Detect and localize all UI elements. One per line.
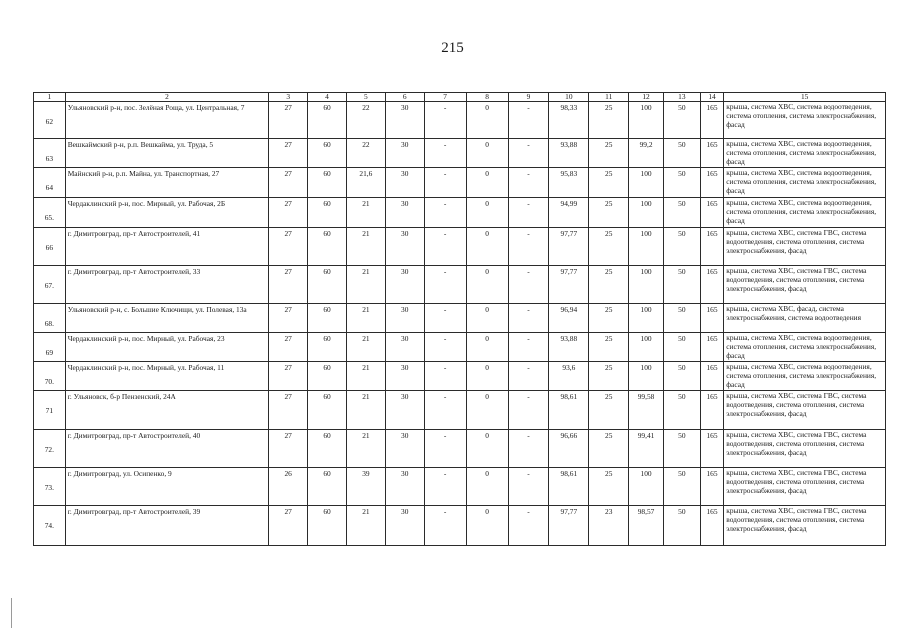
row-number-cell: 71 xyxy=(34,391,66,430)
value-cell-c13: 50 xyxy=(663,506,700,546)
value-cell-c5: 21 xyxy=(346,198,385,228)
row-number-cell: 64 xyxy=(34,168,66,198)
value-cell-c4: 60 xyxy=(308,168,347,198)
value-cell-c3: 27 xyxy=(269,362,308,391)
address-cell: г. Димитровград, ул. Осипенко, 9 xyxy=(65,468,269,506)
value-cell-c10: 97,77 xyxy=(549,506,589,546)
value-cell-c12: 100 xyxy=(629,333,664,362)
value-cell-c5: 39 xyxy=(346,468,385,506)
value-cell-c5: 21 xyxy=(346,430,385,468)
value-cell-c13: 50 xyxy=(663,168,700,198)
address-cell: г. Димитровград, пр-т Автостроителей, 33 xyxy=(65,266,269,304)
row-number-cell: 72. xyxy=(34,430,66,468)
value-cell-c7: - xyxy=(424,362,466,391)
value-cell-c8: 0 xyxy=(466,139,508,168)
value-cell-c11: 25 xyxy=(589,228,629,266)
value-cell-c12: 100 xyxy=(629,102,664,139)
value-cell-c7: - xyxy=(424,228,466,266)
column-number-cell: 13 xyxy=(663,93,700,102)
row-number-cell: 65. xyxy=(34,198,66,228)
address-cell: г. Ульяновск, б-р Пензенский, 24А xyxy=(65,391,269,430)
value-cell-c11: 25 xyxy=(589,304,629,333)
value-cell-c3: 27 xyxy=(269,430,308,468)
address-cell: Ульяновский р-н, пос. Зелёная Роща, ул. Центральная, 7 xyxy=(65,102,269,139)
row-number-cell: 74. xyxy=(34,506,66,546)
value-cell-c14: 165 xyxy=(700,102,724,139)
value-cell-c5: 21,6 xyxy=(346,168,385,198)
address-cell: Чердаклинский р-н, пос. Мирный, ул. Рабочая, 2Б xyxy=(65,198,269,228)
value-cell-c7: - xyxy=(424,168,466,198)
table-row xyxy=(34,168,886,198)
value-cell-c8: 0 xyxy=(466,102,508,139)
value-cell-c8: 0 xyxy=(466,304,508,333)
row-number-cell: 62 xyxy=(34,102,66,139)
address-cell: Чердаклинский р-н, пос. Мирный, ул. Рабочая, 23 xyxy=(65,333,269,362)
column-number-cell: 12 xyxy=(629,93,664,102)
works-cell: крыша, система ХВС, система водоотведения, система отопления, система электроснабжения, фасад xyxy=(724,362,886,391)
value-cell-c4: 60 xyxy=(308,391,347,430)
value-cell-c6: 30 xyxy=(385,139,424,168)
value-cell-c14: 165 xyxy=(700,266,724,304)
table-row xyxy=(34,139,886,168)
column-number-header-row xyxy=(34,93,886,102)
value-cell-c3: 27 xyxy=(269,168,308,198)
value-cell-c8: 0 xyxy=(466,168,508,198)
value-cell-c12: 100 xyxy=(629,362,664,391)
value-cell-c9: - xyxy=(508,304,549,333)
value-cell-c6: 30 xyxy=(385,228,424,266)
value-cell-c10: 97,77 xyxy=(549,228,589,266)
value-cell-c8: 0 xyxy=(466,266,508,304)
value-cell-c4: 60 xyxy=(308,304,347,333)
value-cell-c4: 60 xyxy=(308,102,347,139)
column-number-cell: 7 xyxy=(424,93,466,102)
value-cell-c9: - xyxy=(508,391,549,430)
column-number-cell: 11 xyxy=(589,93,629,102)
works-cell: крыша, система ХВС, система водоотведения, система отопления, система электроснабжения, фасад xyxy=(724,198,886,228)
value-cell-c7: - xyxy=(424,198,466,228)
column-number-cell: 10 xyxy=(549,93,589,102)
value-cell-c4: 60 xyxy=(308,139,347,168)
column-number-cell: 15 xyxy=(724,93,886,102)
page-number: 215 xyxy=(441,40,464,56)
value-cell-c9: - xyxy=(508,228,549,266)
works-cell: крыша, система ХВС, система ГВС, система водоотведения, система отопления, система электроснабжения, фасад xyxy=(724,391,886,430)
value-cell-c12: 100 xyxy=(629,228,664,266)
value-cell-c12: 100 xyxy=(629,266,664,304)
value-cell-c5: 21 xyxy=(346,333,385,362)
value-cell-c6: 30 xyxy=(385,506,424,546)
value-cell-c11: 25 xyxy=(589,102,629,139)
value-cell-c6: 30 xyxy=(385,391,424,430)
value-cell-c7: - xyxy=(424,391,466,430)
value-cell-c10: 93,6 xyxy=(549,362,589,391)
address-cell: Вешкаймский р-н, р.п. Вешкайма, ул. Труда, 5 xyxy=(65,139,269,168)
value-cell-c3: 27 xyxy=(269,102,308,139)
value-cell-c4: 60 xyxy=(308,228,347,266)
value-cell-c10: 93,88 xyxy=(549,139,589,168)
works-cell: крыша, система ХВС, система ГВС, система водоотведения, система отопления, система электроснабжения, фасад xyxy=(724,430,886,468)
value-cell-c14: 165 xyxy=(700,391,724,430)
table-row xyxy=(34,391,886,430)
value-cell-c8: 0 xyxy=(466,506,508,546)
value-cell-c12: 98,57 xyxy=(629,506,664,546)
value-cell-c5: 21 xyxy=(346,506,385,546)
value-cell-c7: - xyxy=(424,304,466,333)
value-cell-c3: 27 xyxy=(269,506,308,546)
value-cell-c8: 0 xyxy=(466,468,508,506)
works-cell: крыша, система ХВС, система водоотведения, система отопления, система электроснабжения, фасад xyxy=(724,168,886,198)
value-cell-c4: 60 xyxy=(308,468,347,506)
value-cell-c14: 165 xyxy=(700,198,724,228)
value-cell-c3: 27 xyxy=(269,228,308,266)
value-cell-c13: 50 xyxy=(663,198,700,228)
value-cell-c7: - xyxy=(424,506,466,546)
value-cell-c3: 27 xyxy=(269,304,308,333)
value-cell-c3: 27 xyxy=(269,333,308,362)
value-cell-c13: 50 xyxy=(663,430,700,468)
table-row xyxy=(34,430,886,468)
column-number-cell: 5 xyxy=(346,93,385,102)
value-cell-c14: 165 xyxy=(700,468,724,506)
value-cell-c11: 25 xyxy=(589,266,629,304)
value-cell-c7: - xyxy=(424,266,466,304)
value-cell-c13: 50 xyxy=(663,139,700,168)
value-cell-c9: - xyxy=(508,362,549,391)
value-cell-c6: 30 xyxy=(385,102,424,139)
value-cell-c14: 165 xyxy=(700,430,724,468)
column-number-cell: 3 xyxy=(269,93,308,102)
value-cell-c6: 30 xyxy=(385,333,424,362)
column-number-cell: 4 xyxy=(308,93,347,102)
value-cell-c10: 96,66 xyxy=(549,430,589,468)
row-number-cell: 70. xyxy=(34,362,66,391)
value-cell-c9: - xyxy=(508,468,549,506)
value-cell-c3: 26 xyxy=(269,468,308,506)
value-cell-c5: 22 xyxy=(346,102,385,139)
value-cell-c10: 98,61 xyxy=(549,391,589,430)
table-row xyxy=(34,362,886,391)
table-row xyxy=(34,228,886,266)
value-cell-c14: 165 xyxy=(700,333,724,362)
value-cell-c14: 165 xyxy=(700,362,724,391)
value-cell-c10: 93,88 xyxy=(549,333,589,362)
value-cell-c7: - xyxy=(424,333,466,362)
address-cell: г. Димитровград, пр-т Автостроителей, 41 xyxy=(65,228,269,266)
table-row xyxy=(34,333,886,362)
value-cell-c11: 25 xyxy=(589,362,629,391)
value-cell-c4: 60 xyxy=(308,430,347,468)
value-cell-c3: 27 xyxy=(269,391,308,430)
works-cell: крыша, система ХВС, система водоотведения, система отопления, система электроснабжения, фасад xyxy=(724,333,886,362)
row-number-cell: 69 xyxy=(34,333,66,362)
column-number-cell: 14 xyxy=(700,93,724,102)
row-number-cell: 73. xyxy=(34,468,66,506)
works-cell: крыша, система ХВС, система ГВС, система водоотведения, система отопления, система электроснабжения, фасад xyxy=(724,506,886,546)
table-row xyxy=(34,468,886,506)
value-cell-c3: 27 xyxy=(269,266,308,304)
value-cell-c10: 98,33 xyxy=(549,102,589,139)
scan-edge-mark xyxy=(11,598,12,628)
works-cell: крыша, система ХВС, система ГВС, система водоотведения, система отопления, система электроснабжения, фасад xyxy=(724,468,886,506)
value-cell-c12: 100 xyxy=(629,304,664,333)
value-cell-c11: 25 xyxy=(589,430,629,468)
value-cell-c8: 0 xyxy=(466,198,508,228)
value-cell-c5: 21 xyxy=(346,391,385,430)
works-cell: крыша, система ХВС, фасад, система электроснабжения, система водоотведения xyxy=(724,304,886,333)
value-cell-c11: 25 xyxy=(589,468,629,506)
value-cell-c9: - xyxy=(508,266,549,304)
value-cell-c6: 30 xyxy=(385,362,424,391)
value-cell-c5: 21 xyxy=(346,228,385,266)
value-cell-c12: 99,58 xyxy=(629,391,664,430)
value-cell-c11: 25 xyxy=(589,333,629,362)
column-number-cell: 6 xyxy=(385,93,424,102)
value-cell-c8: 0 xyxy=(466,228,508,266)
value-cell-c8: 0 xyxy=(466,430,508,468)
value-cell-c10: 94,99 xyxy=(549,198,589,228)
value-cell-c9: - xyxy=(508,139,549,168)
value-cell-c6: 30 xyxy=(385,468,424,506)
value-cell-c12: 99,41 xyxy=(629,430,664,468)
works-cell: крыша, система ХВС, система ГВС, система водоотведения, система отопления, система электроснабжения, фасад xyxy=(724,266,886,304)
value-cell-c7: - xyxy=(424,430,466,468)
value-cell-c3: 27 xyxy=(269,139,308,168)
value-cell-c7: - xyxy=(424,102,466,139)
value-cell-c6: 30 xyxy=(385,266,424,304)
value-cell-c6: 30 xyxy=(385,304,424,333)
value-cell-c10: 95,83 xyxy=(549,168,589,198)
value-cell-c6: 30 xyxy=(385,168,424,198)
value-cell-c4: 60 xyxy=(308,506,347,546)
value-cell-c14: 165 xyxy=(700,304,724,333)
value-cell-c9: - xyxy=(508,430,549,468)
value-cell-c13: 50 xyxy=(663,102,700,139)
column-number-cell: 1 xyxy=(34,93,66,102)
value-cell-c13: 50 xyxy=(663,333,700,362)
value-cell-c8: 0 xyxy=(466,333,508,362)
value-cell-c14: 165 xyxy=(700,168,724,198)
value-cell-c11: 25 xyxy=(589,168,629,198)
value-cell-c10: 98,61 xyxy=(549,468,589,506)
table-row xyxy=(34,102,886,139)
value-cell-c3: 27 xyxy=(269,198,308,228)
value-cell-c6: 30 xyxy=(385,430,424,468)
value-cell-c9: - xyxy=(508,168,549,198)
value-cell-c13: 50 xyxy=(663,362,700,391)
value-cell-c13: 50 xyxy=(663,228,700,266)
value-cell-c11: 25 xyxy=(589,139,629,168)
table-row xyxy=(34,266,886,304)
works-cell: крыша, система ХВС, система ГВС, система водоотведения, система отопления, система электроснабжения, фасад xyxy=(724,228,886,266)
address-cell: г. Димитровград, пр-т Автостроителей, 40 xyxy=(65,430,269,468)
works-cell: крыша, система ХВС, система водоотведения, система отопления, система электроснабжения, фасад xyxy=(724,102,886,139)
value-cell-c11: 25 xyxy=(589,391,629,430)
value-cell-c7: - xyxy=(424,468,466,506)
value-cell-c5: 21 xyxy=(346,362,385,391)
value-cell-c13: 50 xyxy=(663,391,700,430)
value-cell-c12: 99,2 xyxy=(629,139,664,168)
value-cell-c7: - xyxy=(424,139,466,168)
value-cell-c8: 0 xyxy=(466,391,508,430)
works-cell: крыша, система ХВС, система водоотведения, система отопления, система электроснабжения, фасад xyxy=(724,139,886,168)
address-cell: Чердаклинский р-н, пос. Мирный, ул. Рабочая, 11 xyxy=(65,362,269,391)
value-cell-c13: 50 xyxy=(663,304,700,333)
value-cell-c5: 21 xyxy=(346,266,385,304)
value-cell-c6: 30 xyxy=(385,198,424,228)
value-cell-c12: 100 xyxy=(629,168,664,198)
column-number-cell: 8 xyxy=(466,93,508,102)
value-cell-c5: 22 xyxy=(346,139,385,168)
value-cell-c10: 97,77 xyxy=(549,266,589,304)
value-cell-c5: 21 xyxy=(346,304,385,333)
value-cell-c9: - xyxy=(508,506,549,546)
value-cell-c14: 165 xyxy=(700,506,724,546)
column-number-cell: 9 xyxy=(508,93,549,102)
value-cell-c14: 165 xyxy=(700,228,724,266)
table-row xyxy=(34,198,886,228)
column-number-cell: 2 xyxy=(65,93,269,102)
row-number-cell: 67. xyxy=(34,266,66,304)
address-cell: Майнский р-н, р.п. Майна, ул. Транспортная, 27 xyxy=(65,168,269,198)
table-body xyxy=(34,93,886,546)
value-cell-c9: - xyxy=(508,102,549,139)
table-row xyxy=(34,304,886,333)
value-cell-c4: 60 xyxy=(308,198,347,228)
value-cell-c11: 25 xyxy=(589,198,629,228)
value-cell-c9: - xyxy=(508,198,549,228)
value-cell-c14: 165 xyxy=(700,139,724,168)
address-cell: Ульяновский р-н, с. Большие Ключищи, ул. Полевая, 13а xyxy=(65,304,269,333)
value-cell-c12: 100 xyxy=(629,198,664,228)
row-number-cell: 68. xyxy=(34,304,66,333)
value-cell-c4: 60 xyxy=(308,362,347,391)
value-cell-c11: 23 xyxy=(589,506,629,546)
row-number-cell: 63 xyxy=(34,139,66,168)
value-cell-c4: 60 xyxy=(308,333,347,362)
table-row xyxy=(34,506,886,546)
value-cell-c13: 50 xyxy=(663,468,700,506)
value-cell-c12: 100 xyxy=(629,468,664,506)
repair-program-table xyxy=(33,92,886,546)
value-cell-c8: 0 xyxy=(466,362,508,391)
value-cell-c4: 60 xyxy=(308,266,347,304)
address-cell: г. Димитровград, пр-т Автостроителей, 39 xyxy=(65,506,269,546)
row-number-cell: 66 xyxy=(34,228,66,266)
value-cell-c10: 96,94 xyxy=(549,304,589,333)
value-cell-c13: 50 xyxy=(663,266,700,304)
value-cell-c9: - xyxy=(508,333,549,362)
